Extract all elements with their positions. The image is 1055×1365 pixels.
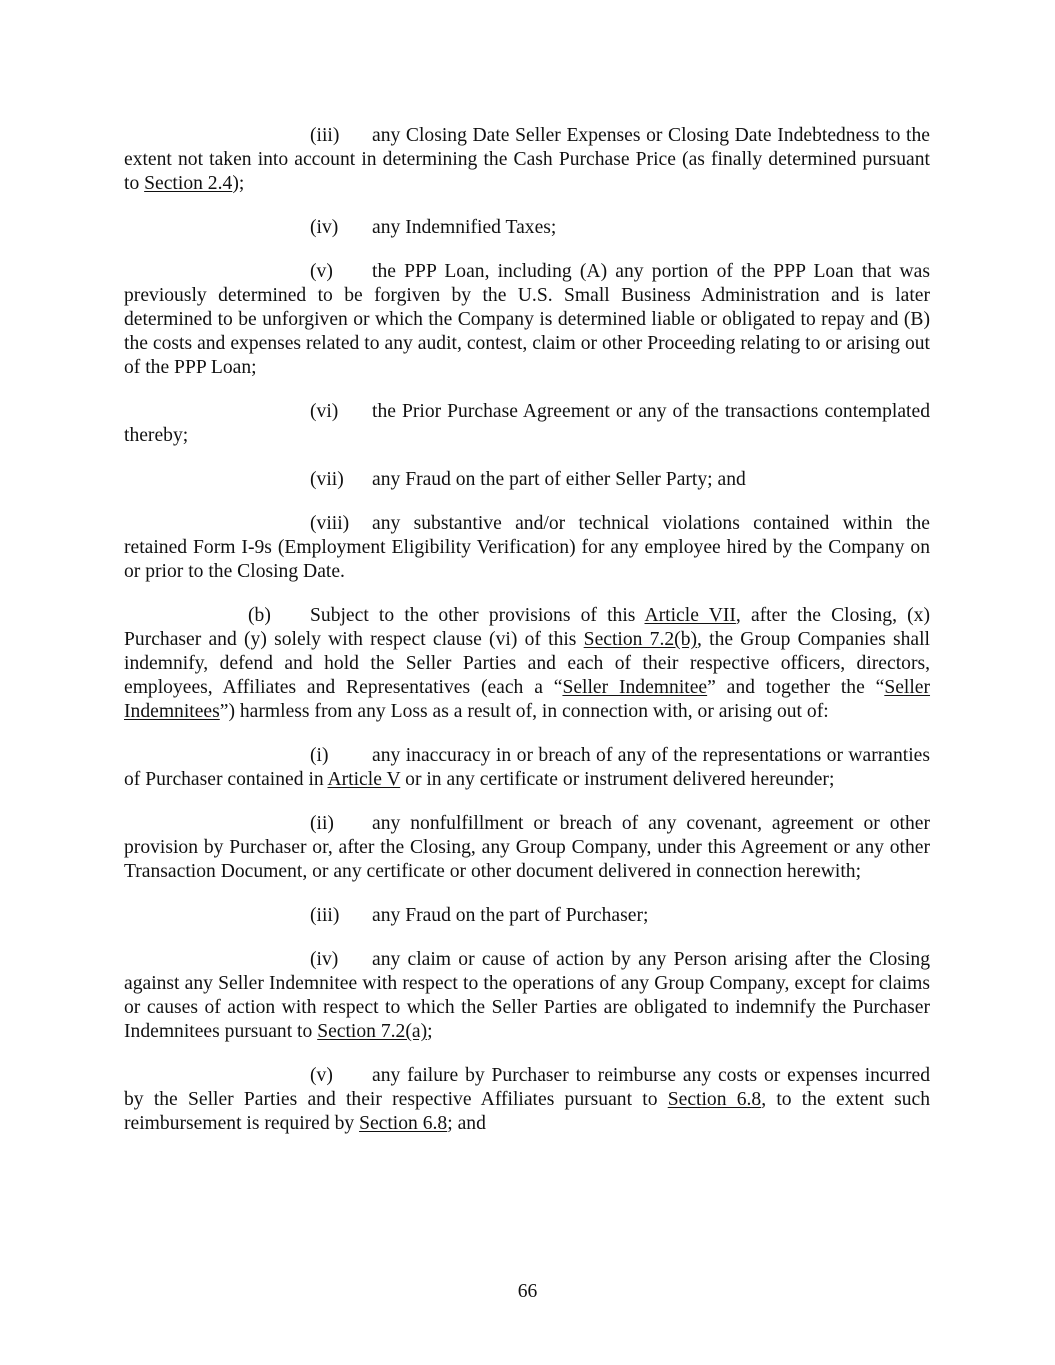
clause-text: any inaccuracy in or breach of any of the representations or warranties of Purchaser contained in <box>124 745 930 790</box>
cross-reference-link[interactable]: Section 2.4 <box>144 173 233 194</box>
clause-text: the PPP Loan, including (A) any portion of the PPP Loan that was previously determined to be forgiven by the U.S. Small Business Administration and is later determined to be unforgiven or which the Company is determined liable or obligated to repay and (B) the costs and expenses related to any audit, contest, claim or other Proceeding relating to or arising out of the PPP Loan; <box>124 261 930 378</box>
cross-reference-link[interactable]: Section 6.8 <box>667 1089 762 1110</box>
cross-reference-link[interactable]: Section 7.2(a) <box>317 1021 428 1042</box>
clause-number: (iv) <box>310 949 339 970</box>
clause-text: ); <box>232 173 245 194</box>
defined-term: Seller Indemnitee <box>562 677 708 698</box>
clause-a-v <box>124 260 930 380</box>
clause-text: any Indemnified Taxes; <box>372 217 557 238</box>
defined-term: Seller Indemnitees <box>124 677 931 722</box>
clause-a-iii <box>124 124 930 196</box>
clause-text: or in any certificate or instrument delivered hereunder; <box>400 769 835 790</box>
clause-text: any nonfulfillment or breach of any covenant, agreement or other provision by Purchaser or, after the Closing, any Group Company, under this Agreement or any other Transaction Document, or any certificate or other document delivered in connection herewith; <box>124 813 930 882</box>
clause-text: , to the extent such reimbursement is required by <box>124 1089 930 1134</box>
clause-text: any Closing Date Seller Expenses or Closing Date Indebtedness to the extent not taken into account in determining the Cash Purchase Price (as finally determined pursuant to <box>124 125 930 194</box>
cross-reference-link[interactable]: Section 7.2(b) <box>583 629 698 650</box>
clause-text: any Fraud on the part of either Seller Party; and <box>372 469 746 490</box>
clause-b-i <box>124 744 930 792</box>
clause-number: (v) <box>310 1065 333 1086</box>
cross-reference-link[interactable]: Article V <box>327 769 401 790</box>
clause-a-viii <box>124 512 930 584</box>
clause-text: the Prior Purchase Agreement or any of the transactions contemplated thereby; <box>124 401 930 446</box>
clause-number: (iii) <box>310 125 340 146</box>
clause-number: (ii) <box>310 813 334 834</box>
clause-text: any claim or cause of action by any Person arising after the Closing against any Seller Indemnitee with respect to the operations of any Group Company, except for claims or causes of action with respect to which the Seller Parties are obligated to indemnify the Purchaser Indemnitees pursuant to <box>124 949 930 1042</box>
clause-text: , after the Closing, (x) Purchaser and (y) solely with respect clause (vi) of this <box>124 605 930 650</box>
clause-text: any failure by Purchaser to reimburse any costs or expenses incurred by the Seller Parties and their respective Affiliates pursuant to <box>124 1065 930 1110</box>
clause-number: (vi) <box>310 401 339 422</box>
clause-number: (v) <box>310 261 333 282</box>
clause-number: (i) <box>310 745 329 766</box>
clause-number: (iii) <box>310 905 340 926</box>
clause-b-iv <box>124 948 930 1044</box>
clause-text: ”) harmless from any Loss as a result of, in connection with, or arising out of: <box>219 701 829 722</box>
clause-a-iv <box>124 216 930 240</box>
clause-b <box>124 604 930 724</box>
clause-a-vi <box>124 400 930 448</box>
clause-text: Subject to the other provisions of this <box>310 605 645 626</box>
clause-b-ii <box>124 812 930 884</box>
cross-reference-link[interactable]: Section 6.8 <box>359 1113 448 1134</box>
clause-number: (b) <box>248 605 271 626</box>
clause-text: ; <box>427 1021 433 1042</box>
page-number: 66 <box>517 1281 538 1302</box>
clause-a-vii <box>124 468 930 492</box>
clause-number: (viii) <box>310 513 350 534</box>
clause-text: ; and <box>447 1113 486 1134</box>
clause-text: any substantive and/or technical violations contained within the retained Form I-9s (Employment Eligibility Verification) for any employee hired by the Company on or prior to the Closing Date. <box>124 513 930 582</box>
cross-reference-link[interactable]: Article VII <box>644 605 736 626</box>
clause-text: , the Group Companies shall indemnify, defend and hold the Seller Parties and each of their respective officers, directors, employees, Affiliates and Representatives (each a “ <box>124 629 930 698</box>
clause-text: any Fraud on the part of Purchaser; <box>372 905 649 926</box>
clause-number: (vii) <box>310 469 344 490</box>
clause-text: ” and together the “ <box>707 677 885 698</box>
clause-number: (iv) <box>310 217 339 238</box>
document-page <box>124 124 930 1156</box>
clause-b-v <box>124 1064 930 1136</box>
clause-b-iii <box>124 904 930 928</box>
